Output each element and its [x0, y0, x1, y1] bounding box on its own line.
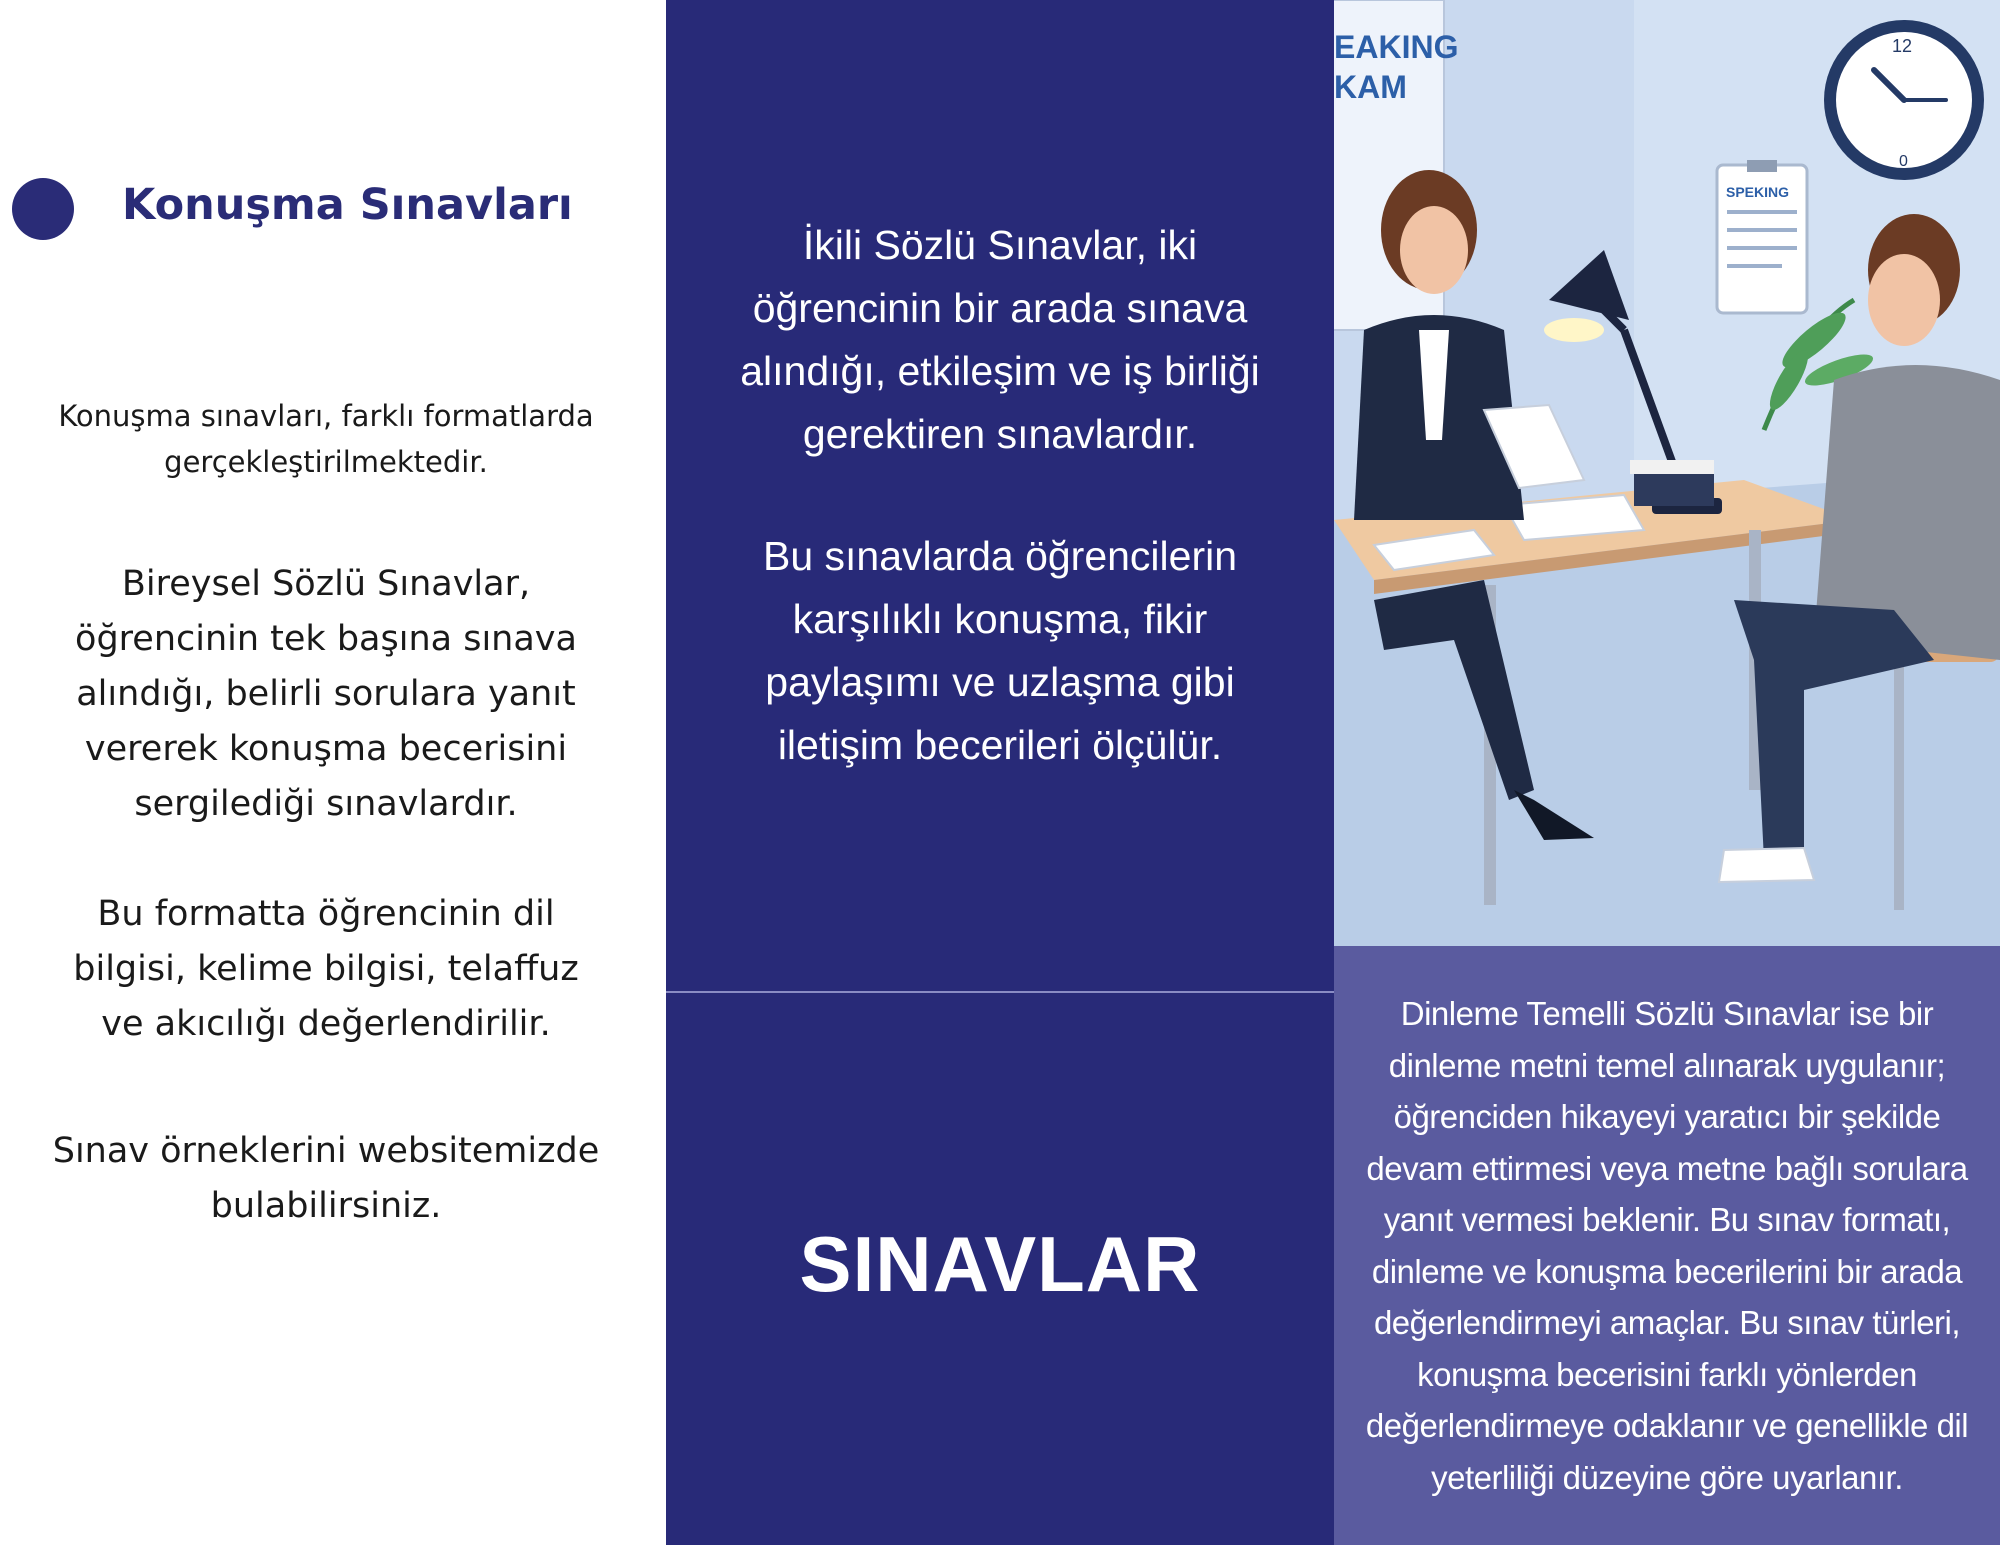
speaking-exam-illustration — [1334, 0, 2000, 946]
individual-exam-paragraph: Bireysel Sözlü Sınavlar, öğrencinin tek başına sınava alındığı, belirli sorulara yanıt vererek konuşma becerisini sergilediği sınavlardır. — [75, 564, 577, 824]
poster-text-line2: KAM — [1334, 69, 1407, 105]
website-note-paragraph: Sınav örneklerini websitemizde bulabilirsiniz. — [52, 1131, 600, 1226]
listening-exam-paragraph: Dinleme Temelli Sözlü Sınavlar ise bir dinleme metni temel alınarak uygulanır; öğrenciden hikayeyi yaratıcı bir şekilde devam ettirmesi veya metne bağlı sorulara yanıt vermesi beklenir. Bu sınav formatı, dinleme ve konuşma becerilerini bir arada değerlendirmeyi amaçlar. Bu sınav türleri, konuşma becerisini farklı yönlerden değerlendirmeye odaklanır ve genellikle dil yeterliliği düzeyine göre uyarlanır. — [1365, 995, 1969, 1496]
exams-heading: SINAVLAR — [799, 1220, 1201, 1308]
clipboard-icon — [1717, 160, 1807, 313]
assessment-paragraph: Bu formatta öğrencinin dil bilgisi, kelime bilgisi, telaffuz ve akıcılığı değerlendirilir. — [73, 894, 579, 1044]
clock-label-12: 12 — [1892, 36, 1913, 56]
pair-exam-paragraph: İkili Sözlü Sınavlar, iki öğrencinin bir arada sınava alındığı, etkileşim ve iş birliği gerektiren sınavlardır. — [740, 222, 1260, 457]
intro-text: Konuşma sınavları, farklı formatlarda gerçekleştirilmektedir. — [58, 399, 594, 479]
clock-icon — [1824, 20, 1984, 180]
title-bullet-dot — [12, 178, 74, 240]
communication-skills-paragraph: Bu sınavlarda öğrencilerin karşılıklı konuşma, fikir paylaşımı ve uzlaşma gibi iletişim becerileri ölçülür. — [762, 533, 1238, 768]
section-title: Konuşma Sınavları — [122, 180, 573, 230]
clock-label-bottom: 0 — [1899, 153, 1908, 170]
left-column — [0, 0, 666, 1545]
poster-text-line1: EAKING — [1334, 29, 1459, 65]
middle-divider — [666, 991, 1334, 993]
clipboard-text: SPEKING — [1726, 184, 1790, 200]
